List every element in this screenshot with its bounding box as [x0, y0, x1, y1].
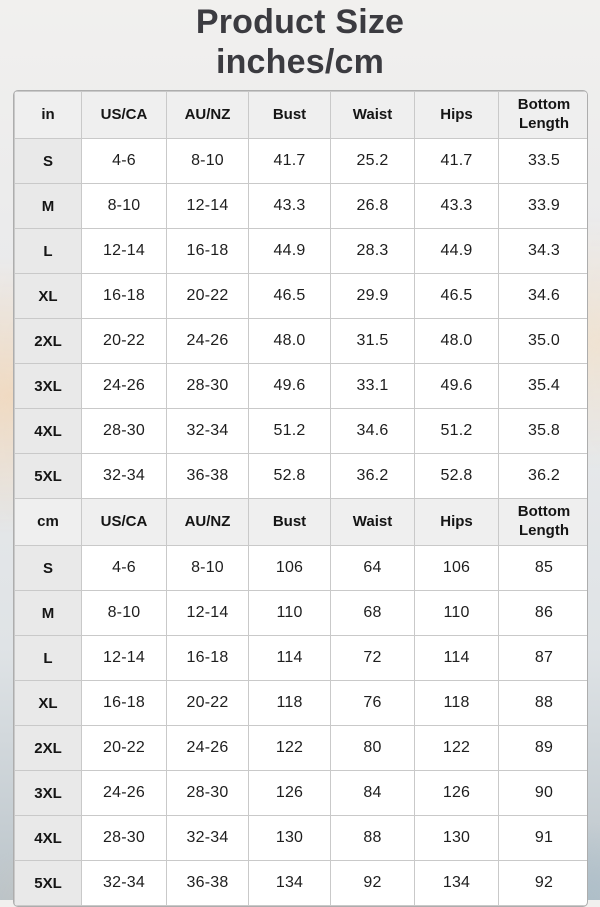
value-cell: 80 [331, 726, 415, 771]
value-cell: 126 [415, 771, 499, 816]
value-cell: 35.4 [499, 364, 589, 409]
value-cell: 48.0 [415, 319, 499, 364]
value-cell: 33.9 [499, 184, 589, 229]
value-cell: 89 [499, 726, 589, 771]
size-label-cell: L [15, 636, 82, 681]
column-header-cell: US/CA [82, 92, 167, 139]
column-header-cell: Hips [415, 499, 499, 546]
value-cell: 44.9 [249, 229, 331, 274]
size-row [15, 681, 589, 726]
value-cell: 49.6 [415, 364, 499, 409]
column-header-cell: Hips [415, 92, 499, 139]
value-cell: 29.9 [331, 274, 415, 319]
value-cell: 36.2 [499, 454, 589, 499]
value-cell: 24-26 [167, 319, 249, 364]
size-row [15, 454, 589, 499]
value-cell: 12-14 [167, 591, 249, 636]
size-row [15, 816, 589, 861]
value-cell: 4-6 [82, 546, 167, 591]
size-row [15, 184, 589, 229]
value-cell: 28-30 [167, 364, 249, 409]
value-cell: 49.6 [249, 364, 331, 409]
value-cell: 34.6 [331, 409, 415, 454]
column-header-cell: Bottom Length [499, 499, 589, 546]
size-row [15, 861, 589, 906]
value-cell: 33.1 [331, 364, 415, 409]
value-cell: 92 [331, 861, 415, 906]
size-row [15, 771, 589, 816]
value-cell: 8-10 [82, 591, 167, 636]
value-cell: 33.5 [499, 139, 589, 184]
value-cell: 114 [249, 636, 331, 681]
value-cell: 34.6 [499, 274, 589, 319]
size-row [15, 591, 589, 636]
size-row [15, 139, 589, 184]
value-cell: 88 [331, 816, 415, 861]
value-cell: 90 [499, 771, 589, 816]
value-cell: 32-34 [167, 409, 249, 454]
value-cell: 32-34 [82, 454, 167, 499]
size-table-body [15, 92, 589, 906]
value-cell: 24-26 [167, 726, 249, 771]
value-cell: 126 [249, 771, 331, 816]
column-header-cell: Waist [331, 499, 415, 546]
value-cell: 44.9 [415, 229, 499, 274]
value-cell: 28.3 [331, 229, 415, 274]
size-chart-card [13, 90, 588, 907]
value-cell: 16-18 [167, 229, 249, 274]
size-label-cell: XL [15, 274, 82, 319]
size-row [15, 364, 589, 409]
value-cell: 130 [415, 816, 499, 861]
value-cell: 20-22 [167, 681, 249, 726]
value-cell: 43.3 [415, 184, 499, 229]
value-cell: 8-10 [167, 546, 249, 591]
column-header-cell: AU/NZ [167, 92, 249, 139]
value-cell: 110 [415, 591, 499, 636]
value-cell: 20-22 [82, 319, 167, 364]
size-label-cell: 4XL [15, 816, 82, 861]
value-cell: 32-34 [167, 816, 249, 861]
section-header-row-cm [15, 499, 589, 546]
size-label-cell: S [15, 139, 82, 184]
value-cell: 12-14 [167, 184, 249, 229]
value-cell: 26.8 [331, 184, 415, 229]
value-cell: 41.7 [415, 139, 499, 184]
value-cell: 35.8 [499, 409, 589, 454]
size-row [15, 726, 589, 771]
value-cell: 122 [249, 726, 331, 771]
value-cell: 35.0 [499, 319, 589, 364]
column-header-cell: Bust [249, 499, 331, 546]
value-cell: 12-14 [82, 636, 167, 681]
value-cell: 122 [415, 726, 499, 771]
size-label-cell: 3XL [15, 771, 82, 816]
size-row [15, 274, 589, 319]
size-row [15, 319, 589, 364]
value-cell: 36-38 [167, 861, 249, 906]
value-cell: 84 [331, 771, 415, 816]
value-cell: 106 [415, 546, 499, 591]
value-cell: 8-10 [167, 139, 249, 184]
page-subtitle: inches/cm [215, 43, 385, 82]
value-cell: 28-30 [167, 771, 249, 816]
value-cell: 106 [249, 546, 331, 591]
unit-header-cell: in [15, 92, 82, 139]
value-cell: 24-26 [82, 364, 167, 409]
value-cell: 72 [331, 636, 415, 681]
size-label-cell: 4XL [15, 409, 82, 454]
size-row [15, 229, 589, 274]
value-cell: 134 [249, 861, 331, 906]
value-cell: 51.2 [249, 409, 331, 454]
value-cell: 16-18 [82, 274, 167, 319]
size-row [15, 636, 589, 681]
value-cell: 85 [499, 546, 589, 591]
value-cell: 16-18 [167, 636, 249, 681]
value-cell: 36.2 [331, 454, 415, 499]
value-cell: 41.7 [249, 139, 331, 184]
value-cell: 76 [331, 681, 415, 726]
value-cell: 52.8 [249, 454, 331, 499]
value-cell: 20-22 [82, 726, 167, 771]
column-header-cell: Waist [331, 92, 415, 139]
page-title: Product Size [195, 3, 405, 41]
value-cell: 51.2 [415, 409, 499, 454]
value-cell: 31.5 [331, 319, 415, 364]
value-cell: 134 [415, 861, 499, 906]
size-label-cell: 5XL [15, 454, 82, 499]
size-chart-table [14, 91, 588, 906]
value-cell: 34.3 [499, 229, 589, 274]
value-cell: 36-38 [167, 454, 249, 499]
value-cell: 114 [415, 636, 499, 681]
size-label-cell: M [15, 591, 82, 636]
value-cell: 16-18 [82, 681, 167, 726]
unit-header-cell: cm [15, 499, 82, 546]
value-cell: 28-30 [82, 816, 167, 861]
page-title-block [0, 0, 600, 82]
value-cell: 92 [499, 861, 589, 906]
size-label-cell: 2XL [15, 726, 82, 771]
column-header-cell: US/CA [82, 499, 167, 546]
value-cell: 118 [249, 681, 331, 726]
section-header-row-in [15, 92, 589, 139]
value-cell: 130 [249, 816, 331, 861]
column-header-cell: Bottom Length [499, 92, 589, 139]
column-header-cell: Bust [249, 92, 331, 139]
value-cell: 86 [499, 591, 589, 636]
value-cell: 20-22 [167, 274, 249, 319]
size-label-cell: 5XL [15, 861, 82, 906]
value-cell: 52.8 [415, 454, 499, 499]
size-label-cell: XL [15, 681, 82, 726]
value-cell: 91 [499, 816, 589, 861]
size-label-cell: S [15, 546, 82, 591]
size-label-cell: L [15, 229, 82, 274]
value-cell: 118 [415, 681, 499, 726]
column-header-cell: AU/NZ [167, 499, 249, 546]
value-cell: 32-34 [82, 861, 167, 906]
value-cell: 64 [331, 546, 415, 591]
value-cell: 28-30 [82, 409, 167, 454]
value-cell: 68 [331, 591, 415, 636]
value-cell: 4-6 [82, 139, 167, 184]
value-cell: 110 [249, 591, 331, 636]
size-row [15, 546, 589, 591]
value-cell: 25.2 [331, 139, 415, 184]
value-cell: 88 [499, 681, 589, 726]
value-cell: 43.3 [249, 184, 331, 229]
size-label-cell: 3XL [15, 364, 82, 409]
value-cell: 48.0 [249, 319, 331, 364]
value-cell: 87 [499, 636, 589, 681]
value-cell: 46.5 [415, 274, 499, 319]
size-row [15, 409, 589, 454]
size-label-cell: M [15, 184, 82, 229]
value-cell: 24-26 [82, 771, 167, 816]
size-label-cell: 2XL [15, 319, 82, 364]
value-cell: 12-14 [82, 229, 167, 274]
value-cell: 46.5 [249, 274, 331, 319]
value-cell: 8-10 [82, 184, 167, 229]
